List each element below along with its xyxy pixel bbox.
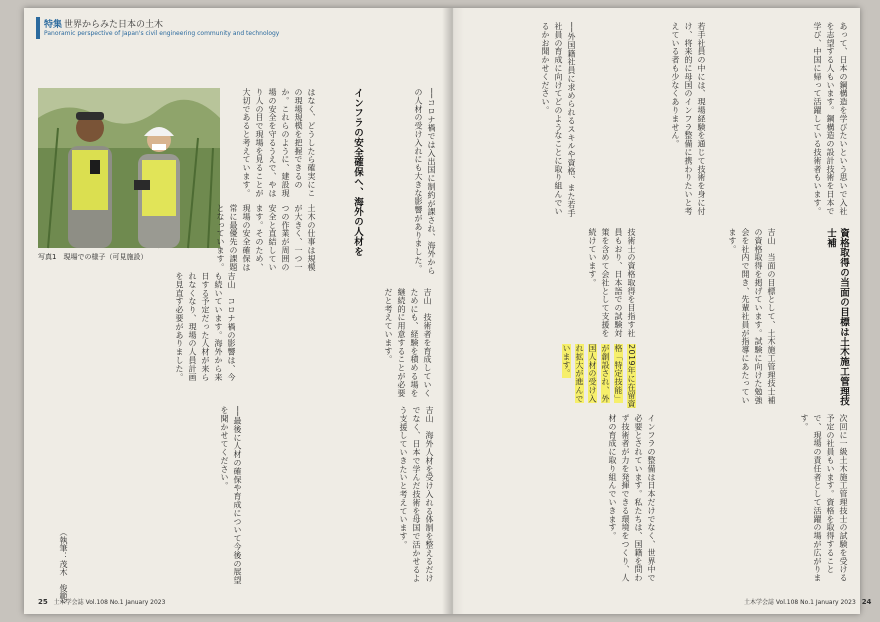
journal-info-left: 土木学会誌 Vol.108 No.1 January 2023 [53, 599, 166, 606]
section-heading-2: 資格取得の当面の目標は土木施工管理技士補 [825, 228, 849, 407]
right-col-2: 若手社員の中には、現場経験を通じて技術を身に付け、将来的に母国のインフラ整備に携わりたいと考えている者も少なくありません。 [671, 22, 706, 216]
right-col-7: インフラの整備は日本だけでなく、世界中で必要とされています。私たちは、国籍を問わず技術者が力を発揮できる環境をつくり、人材の育成に取り組んでいきます。 [608, 414, 656, 582]
right-col-6: 次回に一級土木施工管理技士の試験を受ける予定の社員もいます。資格を取得することで、現場の責任者として活躍の場が広がります。 [800, 414, 848, 582]
photo-caption: 写真1 現場での様子（可見施設） [38, 253, 148, 261]
left-col-heading [324, 88, 364, 278]
right-col-heading [784, 228, 850, 408]
feature-subtitle: Panoramic perspective of Japan's civil engineering community and technology [44, 30, 280, 37]
highlighted-passage: 2019年に在留資格「特定技能」が創設され、外国人材の受け入れ拡大が進んでいます。 [562, 344, 636, 408]
left-col-4: 吉山 技術者を育成していくためにも、経験を積める場を継続的に用意することが必要だと考えています。 [384, 288, 432, 398]
site-photo [38, 88, 220, 248]
journal-info-right: 土木学会誌 Vol.108 No.1 January 2023 [744, 599, 856, 606]
page-number-right: 24 [861, 598, 872, 606]
right-col-1: あって、日本の鋼構造を学びたいという思いで入社を志望する人もいます。鋼構造の設計技術を日本で学び、中国に帰って活躍している技術者もいます。 [813, 22, 848, 216]
feature-header [36, 16, 336, 40]
page-gutter [442, 8, 464, 614]
left-col-1b: 土木の仕事は規模が大きく、一つ一つの作業が周囲の安全と直結しています。そのため、現場の安全確保は常に最優先の課題となっています。 [216, 204, 316, 272]
feature-tag: 特集 [44, 20, 63, 30]
magazine-spread [24, 8, 872, 614]
right-col-3: ──外国籍社員に求められるスキルや資格、また若手社員の育成に向けてどのようなことに取り組んでいるかお聞かせください。 [541, 22, 576, 218]
page-number-left: 25 [38, 598, 48, 606]
feature-title: 世界からみた日本の土木 [64, 20, 164, 30]
left-col-2: ──コロナ禍では入出国に制約が課され、海外からの人材の受け入れにも大きな影響がありました。 [414, 88, 436, 275]
right-col-highlight [474, 344, 638, 408]
left-col-3: 吉山 コロナ禍の影響は、今も続いています。海外から来日する予定だった人材が来られなくなり、現場の人員計画を見直す必要がありました。 [175, 272, 236, 382]
left-col-5: ──最後に人材の確保や育成について今後の展望を聞かせてください。 [220, 406, 242, 585]
right-col-4: 吉山 当面の目標として、土木施工管理技士補の資格取得を掲げています。試験に向けた勉強会を社内で開き、先輩社員が指導にあたっています。 [728, 228, 776, 405]
right-col-5: 技術士の資格取得を目指す社員もおり、日本語での試験対策を含めて会社として支援を続けています。 [588, 228, 636, 338]
left-col-6: 吉山 海外人材を受け入れる体制を整えるだけでなく、日本で学んだ技術を母国で活かせるよう支援していきたいと考えています。 [399, 406, 434, 583]
left-col-1: はなく、どうしたら確実にこの現場規模を把握できるのか。これらのように、建設現場の安全を守るうえで、やはり人の目で現場を見ることが大切であると考えています。 [242, 88, 316, 198]
footer-right [744, 597, 871, 606]
footer-left [38, 597, 165, 606]
author-credit: （執筆：茂木 俊範） [59, 528, 68, 608]
header-accent-bar [36, 17, 40, 39]
section-heading: インフラの安全確保へ、海外の人材を [352, 88, 363, 257]
